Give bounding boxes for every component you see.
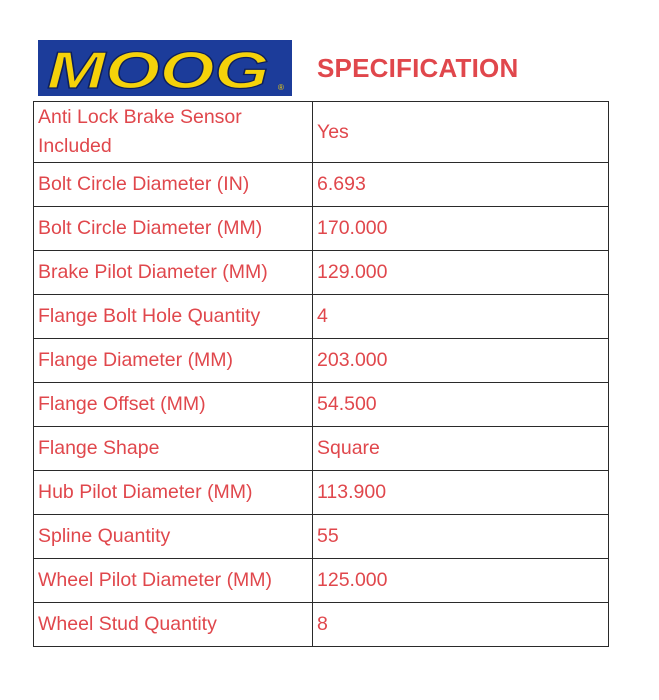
spec-value: 113.900 [313, 471, 609, 515]
spec-value: 4 [313, 295, 609, 339]
table-row [34, 559, 609, 603]
table-row [34, 471, 609, 515]
spec-label: Flange Shape [34, 427, 313, 471]
spec-value: 203.000 [313, 339, 609, 383]
specification-table [33, 101, 609, 647]
table-row [34, 339, 609, 383]
svg-text:®: ® [278, 83, 284, 92]
spec-label: Spline Quantity [34, 515, 313, 559]
spec-label: Flange Bolt Hole Quantity [34, 295, 313, 339]
page-title: SPECIFICATION [317, 53, 519, 83]
spec-value: 54.500 [313, 383, 609, 427]
spec-value: 55 [313, 515, 609, 559]
spec-label: Hub Pilot Diameter (MM) [34, 471, 313, 515]
table-row [34, 207, 609, 251]
spec-label: Bolt Circle Diameter (IN) [34, 163, 313, 207]
table-row [34, 603, 609, 647]
moog-logo [38, 40, 292, 96]
moog-logo-mark [38, 40, 292, 96]
spec-label: Anti Lock Brake Sensor Included [34, 102, 313, 163]
spec-label: Flange Offset (MM) [34, 383, 313, 427]
table-row [34, 163, 609, 207]
svg-text:MOOG: MOOG [47, 42, 269, 96]
spec-label: Wheel Stud Quantity [34, 603, 313, 647]
spec-label: Bolt Circle Diameter (MM) [34, 207, 313, 251]
table-row [34, 427, 609, 471]
spec-value: Square [313, 427, 609, 471]
table-row [34, 102, 609, 163]
spec-value: Yes [313, 102, 609, 163]
spec-label: Wheel Pilot Diameter (MM) [34, 559, 313, 603]
specification-table-body [34, 102, 609, 647]
table-row [34, 251, 609, 295]
table-row [34, 383, 609, 427]
spec-value: 170.000 [313, 207, 609, 251]
spec-label: Flange Diameter (MM) [34, 339, 313, 383]
spec-value: 6.693 [313, 163, 609, 207]
header [38, 40, 608, 98]
spec-value: 8 [313, 603, 609, 647]
spec-value: 129.000 [313, 251, 609, 295]
table-row [34, 295, 609, 339]
spec-value: 125.000 [313, 559, 609, 603]
table-row [34, 515, 609, 559]
spec-label: Brake Pilot Diameter (MM) [34, 251, 313, 295]
